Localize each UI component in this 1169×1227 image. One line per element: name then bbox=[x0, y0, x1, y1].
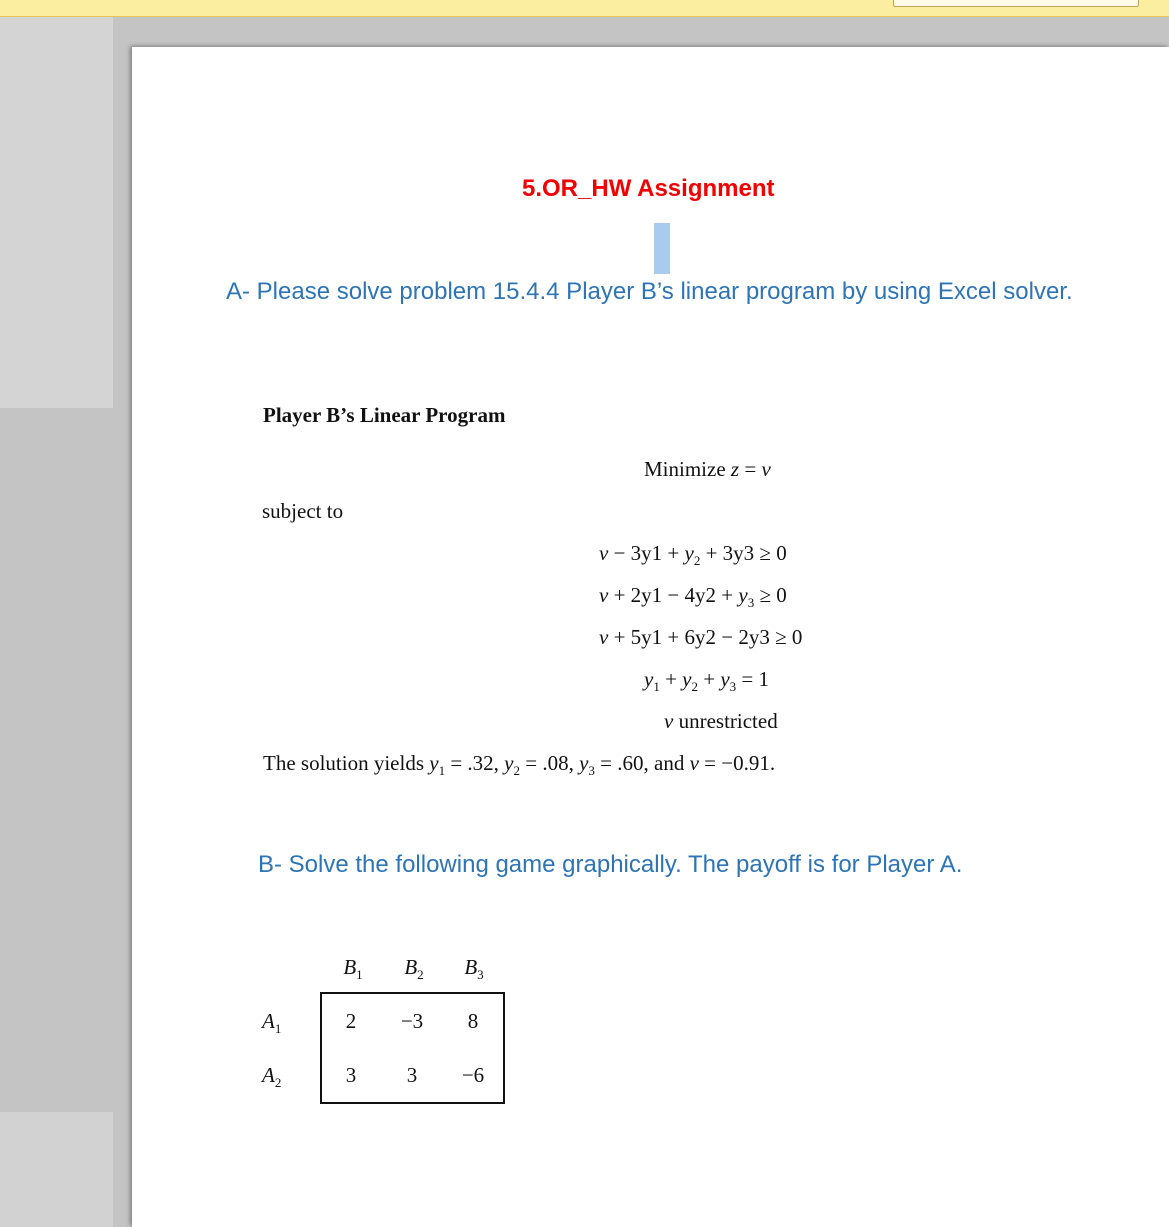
matrix-cell: −3 bbox=[400, 1009, 424, 1033]
matrix-col-header-2: $B_2$ bbox=[404, 955, 424, 983]
matrix-col-header-1: $B_1$ bbox=[343, 955, 363, 983]
lp-objective-formula: Minimize z = v bbox=[644, 457, 771, 481]
question-b: B- Solve the following game graphically. The payoff is for Player A. bbox=[258, 851, 963, 878]
lp-constraint-1: $v - 3y1 + y_2 + 3y3 \ge 0$ bbox=[599, 541, 787, 569]
lp-constraint-3: v + 5y1 + 6y2 − 2y3 ≥ 0 bbox=[599, 625, 803, 649]
matrix-row-header-1: $A_1$ bbox=[262, 1009, 282, 1037]
document-page[interactable] bbox=[132, 47, 1169, 1227]
matrix-col-header-3: $B_3$ bbox=[464, 955, 484, 983]
matrix-cell: −6 bbox=[461, 1063, 485, 1087]
text-cursor-highlight bbox=[654, 223, 670, 274]
question-a: A- Please solve problem 15.4.4 Player B’s linear program by using Excel solver. bbox=[226, 278, 1073, 305]
matrix-cell: 8 bbox=[467, 1009, 479, 1033]
lp-subject-to: subject to bbox=[262, 499, 344, 523]
page-title: 5.OR_HW Assignment bbox=[522, 175, 775, 202]
matrix-cell: 3 bbox=[406, 1063, 418, 1087]
lp-constraint-2: $v + 2y1 - 4y2 + y_3 \ge 0$ bbox=[599, 583, 787, 611]
lp-constraint-5: v unrestricted bbox=[664, 709, 778, 733]
message-bar bbox=[0, 0, 1169, 17]
matrix-cell: 2 bbox=[345, 1009, 357, 1033]
navigation-pane bbox=[0, 17, 113, 408]
matrix-row-header-2: $A_2$ bbox=[262, 1063, 282, 1091]
message-bar-field[interactable] bbox=[893, 0, 1139, 7]
matrix-cell: 3 bbox=[345, 1063, 357, 1087]
lp-heading: Player B’s Linear Program bbox=[263, 403, 506, 427]
lp-solution: The solution yields $y_1 = .32$, $y_2 = .08$, $y_3 = .60$, and v = −0.91. bbox=[263, 751, 776, 779]
lp-constraint-4: $y_1 + y_2 + y_3 = 1$ bbox=[644, 667, 770, 695]
lp-objective bbox=[644, 457, 771, 482]
navigation-pane-lower bbox=[0, 1112, 113, 1227]
